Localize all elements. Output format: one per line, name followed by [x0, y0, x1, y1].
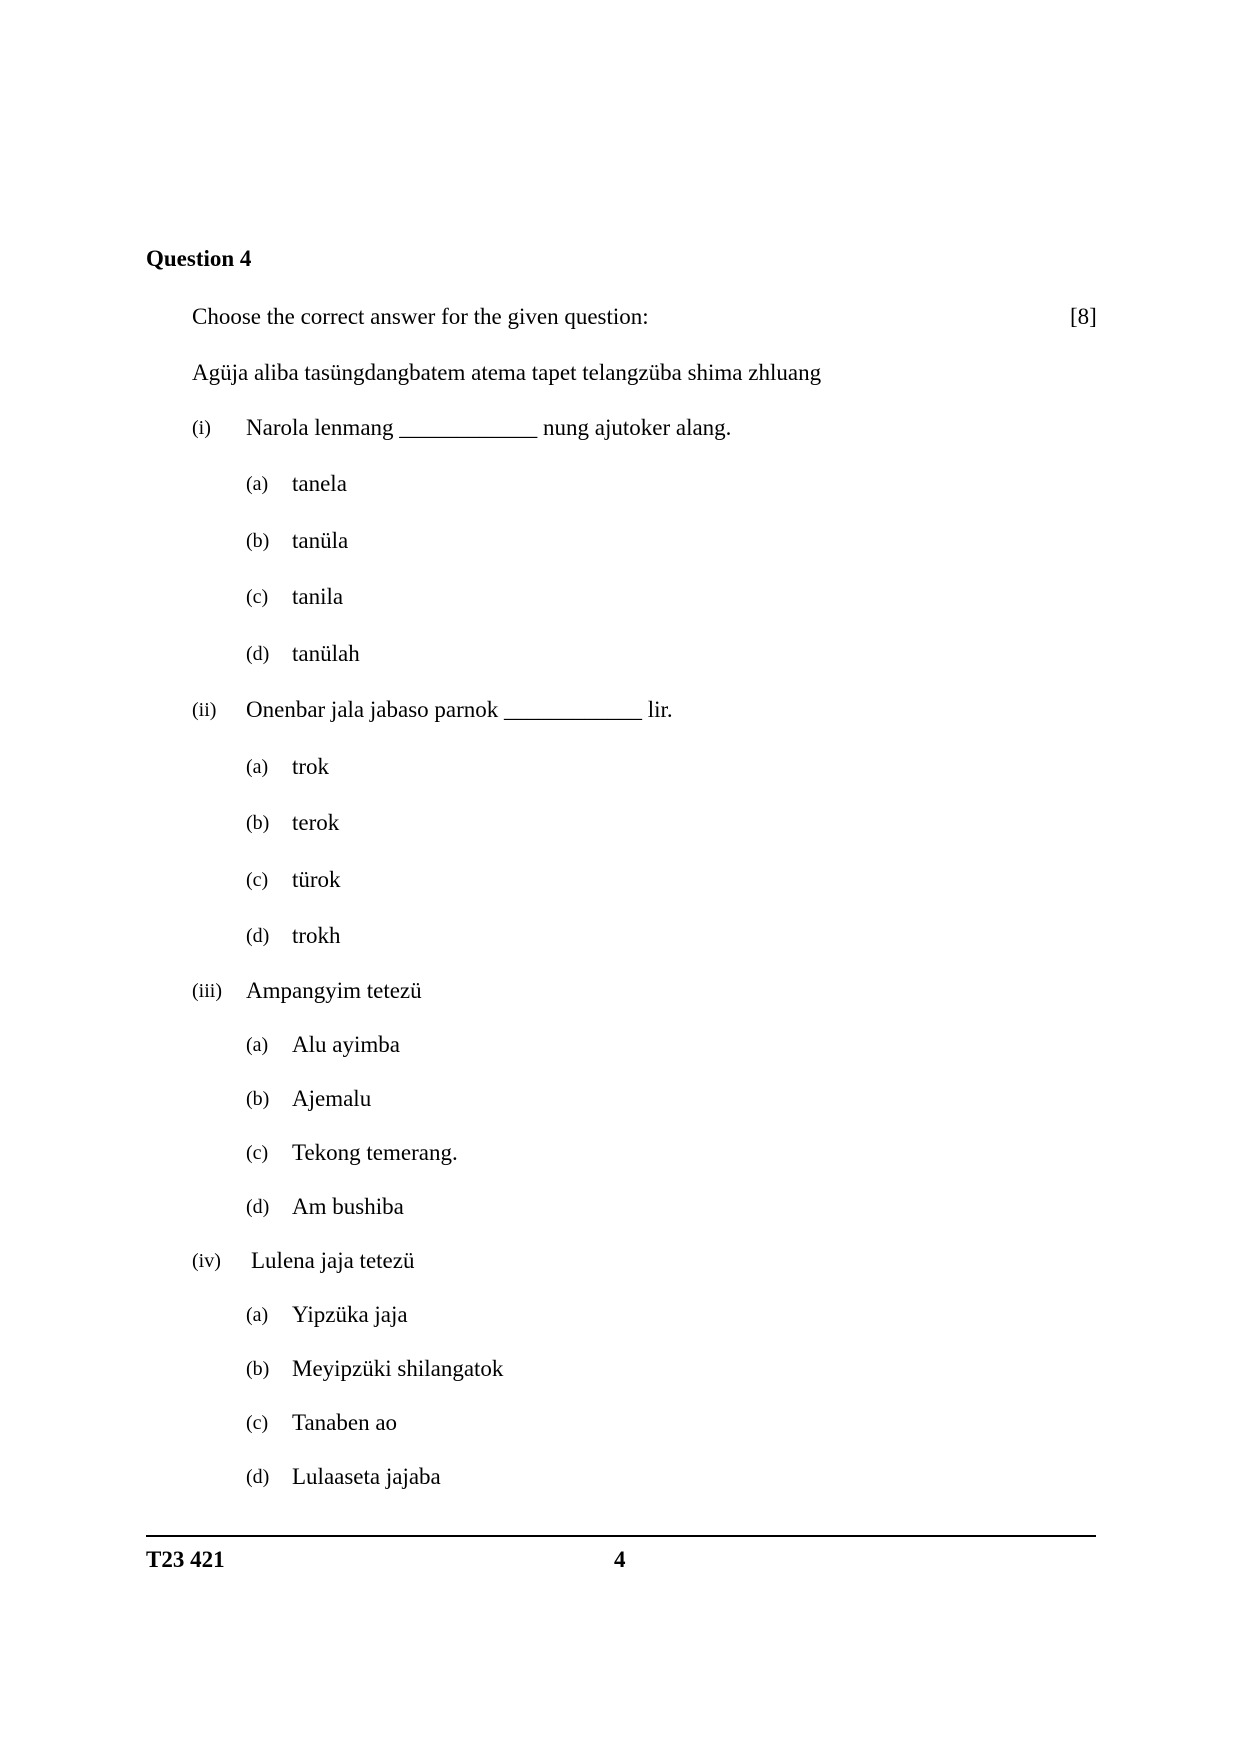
option-text: Meyipzüki shilangatok: [292, 1356, 504, 1381]
option-label: (d): [246, 925, 270, 947]
option-text: tanülah: [292, 641, 360, 666]
option-label: (d): [246, 1196, 270, 1218]
option-label: (a): [246, 473, 269, 495]
option-label: (b): [246, 530, 270, 552]
question-heading: Question 4: [146, 246, 252, 271]
option-text: tanela: [292, 471, 347, 496]
option-text: türok: [292, 867, 341, 892]
question-text: Narola lenmang ____________ nung ajutoker alang.: [246, 415, 732, 440]
question-number: (i): [192, 417, 211, 439]
footer-paper-code: T23 421: [146, 1547, 225, 1572]
option-text: Ajemalu: [292, 1086, 372, 1111]
marks-label: [8]: [1070, 304, 1097, 329]
footer-page-number: 4: [614, 1547, 626, 1572]
option-text: Tanaben ao: [292, 1410, 398, 1435]
question-number: (ii): [192, 699, 217, 721]
footer-rule: [146, 1535, 1096, 1537]
question-number: (iii): [192, 980, 222, 1002]
option-label: (c): [246, 1412, 269, 1434]
question-text: Onenbar jala jabaso parnok ____________ lir.: [246, 697, 673, 722]
question-text: Ampangyim tetezü: [246, 978, 422, 1003]
option-label: (b): [246, 812, 270, 834]
option-text: Yipzüka jaja: [292, 1302, 408, 1327]
option-text: Am bushiba: [292, 1194, 404, 1219]
option-text: terok: [292, 810, 340, 835]
option-text: trok: [292, 754, 330, 779]
option-label: (d): [246, 643, 270, 665]
option-text: tanila: [292, 584, 344, 609]
option-text: tanüla: [292, 528, 349, 553]
option-text: Tekong temerang.: [292, 1140, 458, 1165]
option-label: (a): [246, 756, 269, 778]
option-label: (a): [246, 1034, 269, 1056]
option-text: Lulaaseta jajaba: [292, 1464, 441, 1489]
option-label: (d): [246, 1466, 270, 1488]
option-label: (c): [246, 1142, 269, 1164]
option-text: Alu ayimba: [292, 1032, 400, 1057]
instruction-text: Choose the correct answer for the given question:: [192, 304, 649, 329]
option-label: (c): [246, 586, 269, 608]
option-label: (b): [246, 1358, 270, 1380]
question-number: (iv): [192, 1250, 221, 1272]
option-text: trokh: [292, 923, 341, 948]
instruction-translated-text: Agüja aliba tasüngdangbatem atema tapet telangzüba shima zhluang: [192, 360, 822, 385]
option-label: (a): [246, 1304, 269, 1326]
question-text: Lulena jaja tetezü: [251, 1248, 415, 1273]
option-label: (c): [246, 869, 269, 891]
option-label: (b): [246, 1088, 270, 1110]
